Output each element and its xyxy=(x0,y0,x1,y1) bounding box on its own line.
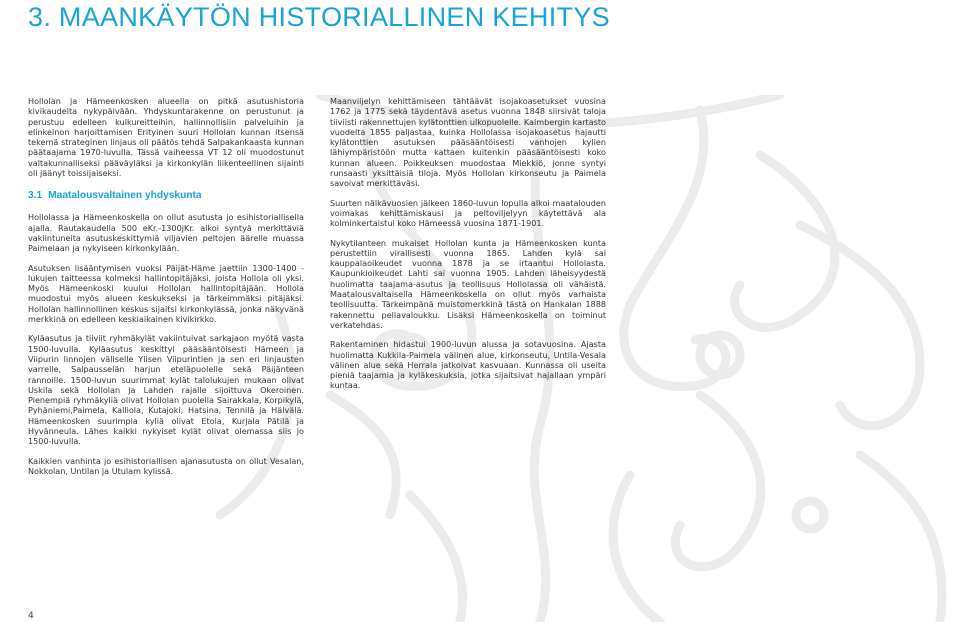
paragraph: Maanviljelyn kehittämiseen tähtäävät isojakoasetukset vuosina 1762 ja 1775 sekä täydentävä asetus vuonna 1848 siirsivät taloja tiiviisti rakennettujen kylätonttien ulkopuolelle. Kalmbergin kartasto vuodelta 1855 paljastaa, kuinka Hollolassa isojakoasetus hajautti kylätonttien asutuksen pääsääntöisesti vanhojen kylien lähiympäristöön mutta kattaen kuitenkin pääsääntöisesti koko kunnan alueen. Poikkeuksen muodostaa Miekkiö, jonne syntyi runsaasti yksittäisiä tiloja. Myös Hollolan kirkonseutu ja Paimela savoivat merkittäväsi. xyxy=(330,96,606,189)
left-text-column xyxy=(28,96,304,485)
paragraph: Kaikkien vanhinta jo esihistoriallisen ajanasutusta on ollut Vesalan, Nokkolan, Untilan ja Utulam kylissä. xyxy=(28,455,304,476)
paragraph: Nykytilanteen mukaiset Hollolan kunta ja Hämeenkosken kunta perustettiin virallisesti vuonna 1865. Lahden kylä sai kauppalaoikeudet vuonna 1878 ja se irtaantui Hollolasta. Kaupunkioikeudet Lahti sai vuonna 1905. Lahden läheisyydestä huolimatta taajama-asutus ja teollisuus Hollolassa oli vähäistä. Maatalousvaltaisella Hämeenkoskella on ollut myös varhaista teollisuutta. Tärkeimpänä muistomerkkinä tästä on Hankalan 1888 rakennettu pellavaloukku. Lisäksi Hämeenkoskella on toiminut verkatehdas. xyxy=(330,237,606,330)
paragraph: Suurten nälkävuosien jälkeen 1860-luvun lopulla alkoi maatalouden voimakas kehittämiskausi ja peltoviljelyyn käytettävä ala kolminkertaistui koko Hämeessä vuosina 1871-1901. xyxy=(330,197,606,229)
right-text-column xyxy=(330,96,606,400)
section-heading xyxy=(28,190,304,202)
paragraph: Asutuksen lisääntymisen vuoksi Päijät-Häme jaettiin 1300-1400 -lukujen taitteessa kolmeksi hallintopitäjäksi, joista Hollola oli yksi. Myös Hämeenkoski kuului Hollolan hallintopitäjään. Hollola muodostui myös alueen keskukseksi ja tärkeimmäksi pitäjäksi. Hollolan hallinnollinen keskus sijaitsi kirkonkylässä, jonka näkyvänä merkkinä on edelleen keskiaikainen kivikirkko. xyxy=(28,262,304,325)
intro-paragraph: Hollolan ja Hämeenkosken alueella on pitkä asutushistoria kivikaudelta nykypäivään. Yhdyskuntarakenne on perustunut ja perustuu edelleen kulkureitteihin, hallinnollisiin palveluihin ja elinkeinon harjoittamisen Erityinen suuri Hollolan kunnan itsensä tekemä strateginen linjaus oli päätös tehdä Salpakankaasta kunnan päätaajama 1970-luvulla. Tässä vaiheessa VT 12 oli muodostunut valtakunnalliseksi pääväyläksi ja kirkonkylän liikenteellinen sijainti oli jäänyt toissijaiseksi. xyxy=(28,96,304,179)
page-number: 4 xyxy=(28,611,34,621)
paragraph: Kyläasutus ja tiiviit ryhmäkylät vakiintuivat sarkajaon myötä vasta 1500-luvulla. Kyläasutus keskittyi pääsääntöisesti Hämeen ja Viipurin linnojen väliselle Ylisen Viipurintien ja sen eri linjausten varrelle, Salpausselän harjun eteläpuolelle sekä Päijänteen rannoille. 1500-luvun suurimmat kylät talolukujen mukaan olivat Uskila sekä Hollolan ja Lahden rajalle sijoittuva Okeroinen. Pienempiä ryhmäkyliä olivat Hollolan puolella Sairakkala, Korpikylä, Pyhäniemi,Paimela, Kalliola, Kutajoki, Hatsina, Tennilä ja Hälvälä. Hämeenkosken suurimpia kyliä olivat Etola, Kurjala Pätilä ja Hyvänneula. Lähes kaikki nykyiset kylät olivat olemassa siis jo 1500-luvulla. xyxy=(28,333,304,447)
paragraph: Rakentaminen hidastui 1900-luvun alussa ja sotavuosina. Ajasta huolimatta Kukkila-Paimela välinen alue, kirkonseutu, Untila-Vesala välinen alue sekä Herrala jatkoivat kasvuaan. Kunnassa oli useita pieniä taajamia ja kyläkeskuksia, jotka sijaitsivat hajallaan ympäri kuntaa. xyxy=(330,339,606,391)
section-number: 3.1 xyxy=(28,190,43,202)
paragraph: Hollolassa ja Hämeenkoskella on ollut asutusta jo esihistoriallisella ajalla. Rautakaudella 500 eKr.-1300jKr. alkoi syntyä merkittäviä vakiintuneita asutuskeskittymiä viljavien peltojen äärelle muassa Paimelaan ja nykyiseen kirkonkylään. xyxy=(28,212,304,254)
section-title: Maatalousvaltainen yhdyskunta xyxy=(48,190,202,202)
page-title: 3. MAANKÄYTÖN HISTORIALLINEN KEHITYS xyxy=(28,2,610,32)
